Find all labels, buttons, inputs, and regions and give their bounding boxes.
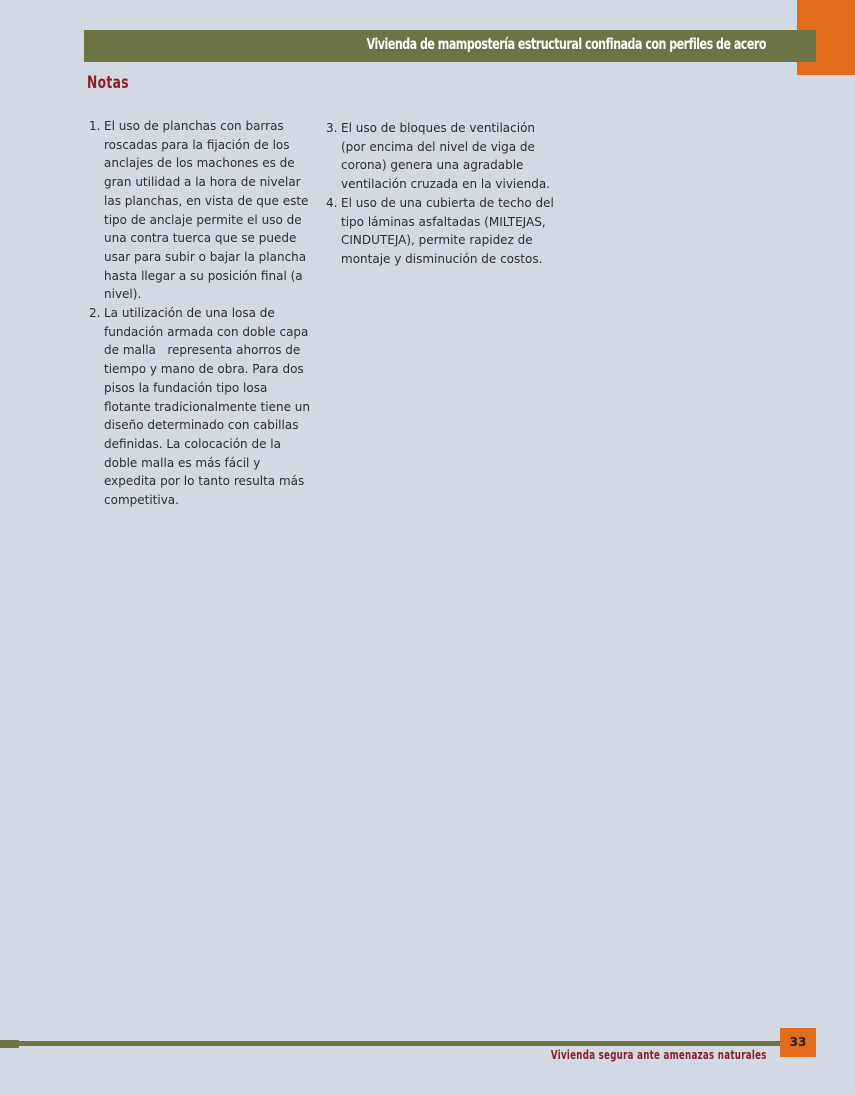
- note-item: [89, 117, 314, 304]
- note-item: [326, 119, 561, 194]
- note-text: La utilización de una losa de fundación armada con doble capa de malla representa ahorros de tiempo y mano de obra. Para dos pisos la fundación tipo losa flotante tradicionalmente tiene un diseño determinado con cabillas definidas. La colocación de la doble malla es más fácil y expedita por lo tanto resulta más competitiva.: [104, 306, 314, 508]
- note-number: 1.: [89, 119, 101, 133]
- note-text: El uso de bloques de ventilación (por encima del nivel de viga de corona) genera una agradable ventilación cruzada en la vivienda.: [341, 121, 551, 192]
- header-title: Vivienda de mampostería estructural confinada con perfiles de acero: [366, 35, 766, 53]
- section-heading: Notas: [87, 73, 129, 93]
- note-number: 4.: [326, 195, 338, 210]
- note-text: El uso de planchas con barras roscadas para la fijación de los anclajes de los machones es de gran utilidad a la hora de nivelar las planchas, en vista de que este tipo de anclaje permite el uso de una contra tuerca que se puede usar para subir o bajar la plancha hasta llegar a su posición final (a nivel).: [104, 119, 309, 302]
- note-item: [89, 304, 314, 510]
- page-number: 33: [780, 1028, 816, 1057]
- note-number: 2.: [89, 306, 101, 321]
- note-item: [326, 194, 561, 269]
- footer-rule: [0, 1041, 816, 1046]
- notes-column-left: [89, 117, 314, 510]
- notes-column-right: [326, 119, 561, 269]
- note-number: 3.: [326, 121, 338, 135]
- note-text: El uso de una cubierta de techo del tipo láminas asfaltadas (MILTEJAS, CINDUTEJA), permite rapidez de montaje y disminución de costos.: [341, 195, 554, 266]
- header-bar: [84, 30, 816, 62]
- footer-title: Vivienda segura ante amenazas naturales: [551, 1048, 767, 1062]
